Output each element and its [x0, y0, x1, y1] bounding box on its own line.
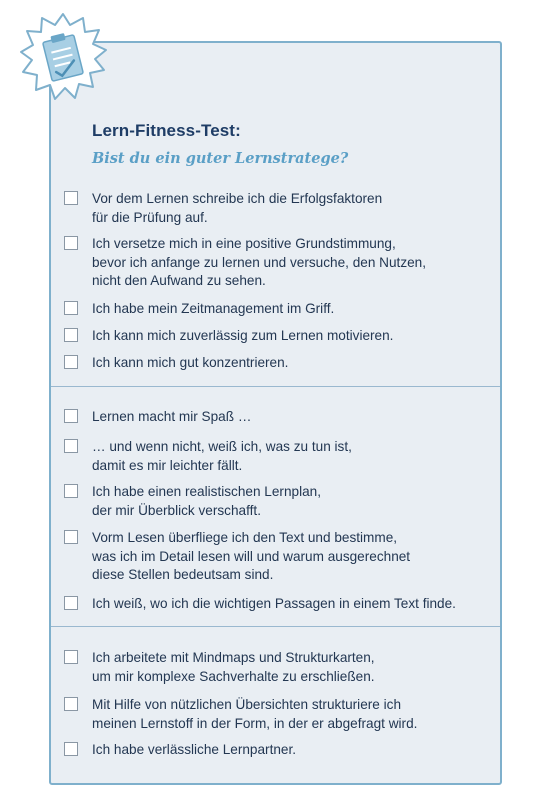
checkbox[interactable]	[64, 328, 78, 342]
checklist-item-label: Ich versetze mich in eine positive Grundstimmung, bevor ich anfange zu lernen und versuche, den Nutzen, nicht den Aufwand zu sehen.	[92, 236, 427, 288]
checklist-item-label: Vor dem Lernen schreibe ich die Erfolgsfaktoren für die Prüfung auf.	[92, 191, 383, 225]
checkbox[interactable]	[64, 236, 78, 250]
section-divider	[51, 386, 500, 387]
checkbox[interactable]	[64, 409, 78, 423]
checkbox[interactable]	[64, 439, 78, 453]
checkbox[interactable]	[64, 742, 78, 756]
checkbox[interactable]	[64, 355, 78, 369]
checkbox[interactable]	[64, 301, 78, 315]
checkbox[interactable]	[64, 530, 78, 544]
checkbox[interactable]	[64, 650, 78, 664]
checklist-item-label: … und wenn nicht, weiß ich, was zu tun ist, damit es mir leichter fällt.	[92, 439, 352, 473]
checklist-item-label: Ich kann mich gut konzentrieren.	[92, 355, 289, 370]
page-subtitle: Bist du ein guter Lernstratege?	[92, 150, 349, 167]
checkbox[interactable]	[64, 191, 78, 205]
checkbox[interactable]	[64, 697, 78, 711]
checklist-item-label: Lernen macht mir Spaß …	[92, 409, 252, 424]
page-title: Lern-Fitness-Test:	[92, 121, 241, 140]
checklist-item-label: Ich weiß, wo ich die wichtigen Passagen in einem Text finde.	[92, 596, 456, 611]
checkbox[interactable]	[64, 484, 78, 498]
checkbox[interactable]	[64, 596, 78, 610]
checklist-item-label: Ich kann mich zuverlässig zum Lernen motivieren.	[92, 328, 394, 343]
checklist-item-label: Mit Hilfe von nützlichen Übersichten strukturiere ich meinen Lernstoff in der Form, in der er abgefragt wird.	[92, 697, 418, 731]
checklist-item-label: Ich arbeitete mit Mindmaps und Strukturkarten, um mir komplexe Sachverhalte zu erschließen.	[92, 650, 375, 684]
section-divider	[51, 626, 500, 627]
checklist-item-label: Ich habe mein Zeitmanagement im Griff.	[92, 301, 335, 316]
checklist-item-label: Ich habe einen realistischen Lernplan, der mir Überblick verschafft.	[92, 484, 321, 518]
checklist-item-label: Ich habe verlässliche Lernpartner.	[92, 742, 297, 757]
checklist-item-label: Vorm Lesen überfliege ich den Text und bestimme, was ich im Detail lesen will und warum ausgerechnet diese Stellen bedeutsam sind.	[92, 530, 411, 582]
checklist-clipboard-icon	[13, 8, 113, 108]
